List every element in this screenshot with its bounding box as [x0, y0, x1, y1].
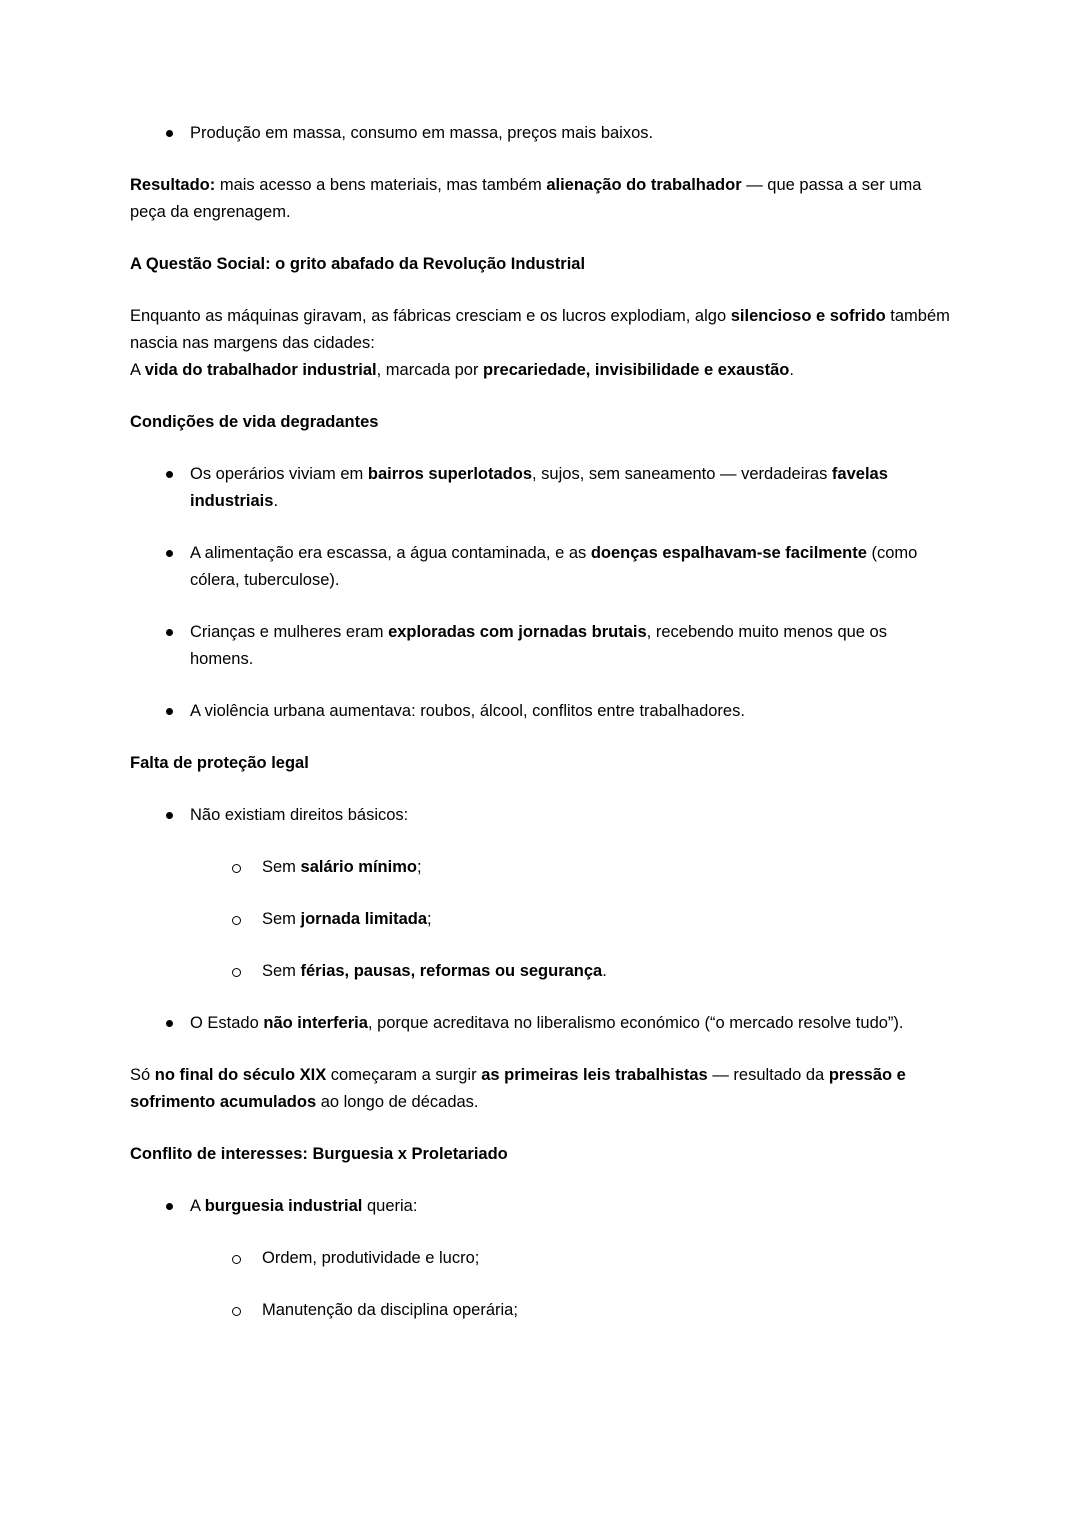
text-segment: Não existiam direitos básicos:: [190, 806, 409, 824]
bold-text-segment: Resultado:: [130, 176, 216, 194]
text-segment: A: [190, 1197, 205, 1215]
list-item: [130, 461, 950, 515]
list-item: [130, 1193, 950, 1220]
circle-bullet-icon: [232, 864, 241, 873]
text-segment: Sem: [262, 962, 301, 980]
text-segment: .: [789, 361, 794, 379]
text-segment: Crianças e mulheres eram: [190, 623, 389, 641]
circle-bullet-icon: [232, 916, 241, 925]
section-heading: Conflito de interesses: Burguesia x Proletariado: [130, 1145, 508, 1163]
text-segment: , recebendo muito menos que os homens.: [190, 623, 887, 668]
bold-text-segment: férias, pausas, reformas ou segurança: [300, 962, 603, 980]
list-item: [130, 698, 950, 725]
text-segment: Enquanto as máquinas giravam, as fábricas cresciam e os lucros explodiam, algo: [130, 307, 731, 325]
text-segment: .: [602, 962, 607, 980]
paragraph-text: [130, 307, 950, 379]
sub-list-item-text: [262, 1301, 518, 1319]
circle-bullet-icon: [232, 1307, 241, 1316]
section-heading: A Questão Social: o grito abafado da Revolução Industrial: [130, 255, 586, 273]
list-item-text: [190, 1197, 417, 1215]
text-segment: A: [130, 361, 145, 379]
bullet-icon: [166, 1020, 173, 1027]
text-segment: , marcada por: [376, 361, 484, 379]
list-item-text: [190, 1014, 904, 1032]
list-item-text: [190, 124, 653, 142]
bold-text-segment: salário mínimo: [300, 858, 417, 876]
text-segment: Produção em massa, consumo em massa, preços mais baixos.: [190, 124, 654, 142]
list-item-text: [190, 806, 408, 824]
text-segment: mais acesso a bens materiais, mas também: [215, 176, 547, 194]
list-item-text: [190, 465, 888, 510]
bold-text-segment: vida do trabalhador industrial: [144, 361, 377, 379]
paragraph-text: [130, 176, 921, 221]
bullet-icon: [166, 812, 173, 819]
text-segment: ao longo de décadas.: [316, 1093, 479, 1111]
text-segment: .: [273, 492, 279, 510]
bold-text-segment: as primeiras leis trabalhistas: [481, 1066, 708, 1084]
sub-list-item: [130, 1297, 950, 1324]
bold-text-segment: favelas industriais: [190, 465, 888, 510]
text-segment: Sem: [262, 858, 301, 876]
bold-text-segment: pressão e sofrimento acumulados: [130, 1066, 906, 1111]
text-segment: A violência urbana aumentava: roubos, álcool, conflitos entre trabalhadores.: [190, 702, 745, 720]
list-item: [130, 802, 950, 829]
text-segment: também nascia nas margens das cidades:: [130, 307, 950, 352]
sub-list-item: [130, 1245, 950, 1272]
bullet-icon: [166, 629, 173, 636]
text-segment: , sujos, sem saneamento — verdadeiras: [532, 465, 832, 483]
text-segment: Manutenção da disciplina operária;: [262, 1301, 518, 1319]
text-segment: queria:: [362, 1197, 418, 1215]
text-segment: ;: [416, 858, 422, 876]
bullet-icon: [166, 471, 173, 478]
sub-list-item-text: [262, 1249, 479, 1267]
sub-list-item: [130, 958, 950, 985]
paragraph: [130, 172, 950, 226]
paragraph: [130, 303, 950, 384]
text-segment: começaram a surgir: [326, 1066, 482, 1084]
text-segment: Só: [130, 1066, 155, 1084]
bullet-icon: [166, 708, 173, 715]
bold-text-segment: não interferia: [263, 1014, 368, 1032]
bold-text-segment: no final do século XIX: [154, 1066, 327, 1084]
text-segment: Os operários viviam em: [190, 465, 368, 483]
text-segment: — que passa a ser uma peça da engrenagem.: [130, 176, 922, 221]
text-segment: (como cólera, tuberculose).: [190, 544, 918, 589]
bold-text-segment: alienação do trabalhador: [546, 176, 742, 194]
section-heading: Falta de proteção legal: [130, 754, 309, 772]
list-item: [130, 619, 950, 673]
bullet-icon: [166, 550, 173, 557]
circle-bullet-icon: [232, 968, 241, 977]
bold-text-segment: precariedade, invisibilidade e exaustão: [483, 361, 790, 379]
bold-text-segment: doenças espalhavam-se facilmente: [590, 544, 867, 562]
text-segment: Ordem, produtividade e lucro;: [262, 1249, 480, 1267]
section-heading: Condições de vida degradantes: [130, 413, 379, 431]
text-segment: Sem: [262, 910, 301, 928]
bold-text-segment: exploradas com jornadas brutais: [388, 623, 647, 641]
bold-text-segment: jornada limitada: [300, 910, 428, 928]
bullet-icon: [166, 130, 173, 137]
sub-list-item-text: [262, 858, 422, 876]
paragraph-text: [130, 1066, 906, 1111]
paragraph: [130, 1062, 950, 1116]
text-segment: ;: [427, 910, 432, 928]
list-item: [130, 120, 950, 147]
text-segment: — resultado da: [707, 1066, 829, 1084]
bullet-icon: [166, 1203, 173, 1210]
sub-list-item: [130, 906, 950, 933]
bold-text-segment: burguesia industrial: [204, 1197, 363, 1215]
circle-bullet-icon: [232, 1255, 241, 1264]
text-segment: , porque acreditava no liberalismo económico (“o mercado resolve tudo”).: [367, 1014, 904, 1032]
bold-text-segment: bairros superlotados: [367, 465, 533, 483]
list-item-text: [190, 702, 745, 720]
list-item: [130, 1010, 950, 1037]
list-item: [130, 540, 950, 594]
list-item-text: [190, 623, 887, 668]
sub-list-item-text: [262, 910, 432, 928]
text-segment: O Estado: [190, 1014, 264, 1032]
list-item-text: [190, 544, 917, 589]
text-segment: A alimentação era escassa, a água contaminada, e as: [190, 544, 591, 562]
sub-list-item: [130, 854, 950, 881]
sub-list-item-text: [262, 962, 607, 980]
bold-text-segment: silencioso e sofrido: [730, 307, 886, 325]
